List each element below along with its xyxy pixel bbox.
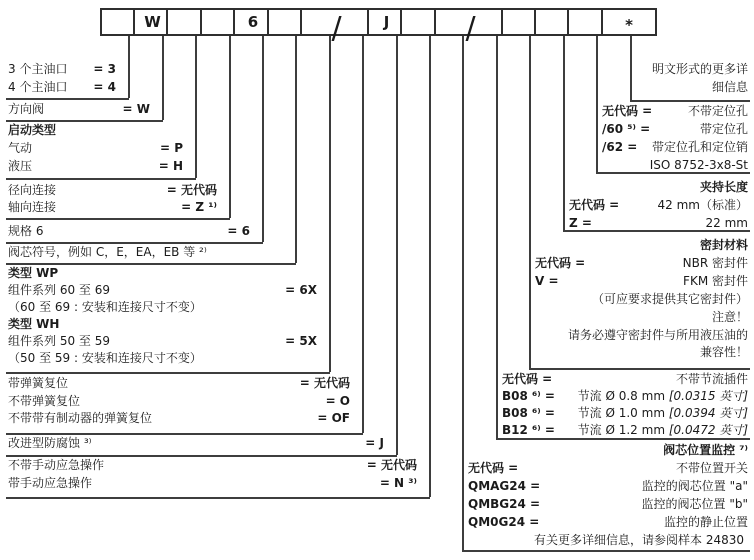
option-desc: 监控的阀芯位置 "b" bbox=[641, 497, 748, 511]
option-note bbox=[535, 328, 748, 343]
option-label: 规格 6 bbox=[8, 224, 44, 238]
group-rule bbox=[529, 368, 750, 370]
option-row bbox=[502, 372, 748, 387]
option-code: Z = bbox=[569, 216, 592, 230]
group-rule bbox=[6, 242, 263, 244]
group-rule bbox=[6, 120, 163, 122]
more-details-line bbox=[610, 62, 748, 77]
option-note bbox=[602, 158, 748, 173]
option-desc-italic: [0.0315 英寸] bbox=[668, 389, 748, 403]
option-note bbox=[8, 300, 317, 315]
group-rule bbox=[6, 497, 430, 499]
group-rule bbox=[6, 98, 129, 100]
option-code: = N ³⁾ bbox=[379, 476, 417, 490]
option-row bbox=[502, 406, 748, 421]
option-label: 不带带有制动器的弹簧复位 bbox=[8, 411, 153, 425]
drop-line bbox=[396, 36, 398, 455]
option-row bbox=[8, 476, 417, 491]
drop-line bbox=[128, 36, 130, 98]
option-row bbox=[8, 183, 217, 198]
option-note bbox=[535, 345, 748, 360]
section-header bbox=[533, 238, 748, 253]
drop-line bbox=[162, 36, 164, 120]
option-note bbox=[468, 533, 744, 548]
option-code: = J bbox=[365, 436, 384, 450]
option-label: 轴向连接 bbox=[8, 200, 57, 214]
option-code: B12 ⁶⁾ = bbox=[502, 423, 555, 437]
option-row bbox=[535, 274, 748, 289]
option-code: = 6X bbox=[285, 283, 317, 297]
group-rule bbox=[6, 372, 330, 374]
option-row bbox=[8, 411, 350, 426]
code-box-7-slash bbox=[300, 8, 373, 46]
option-row bbox=[502, 389, 748, 404]
section-header-label: 类型 WP bbox=[8, 266, 59, 280]
option-code: = W bbox=[122, 102, 150, 116]
option-desc-italic: [0.0394 英寸] bbox=[668, 406, 748, 420]
option-row bbox=[8, 141, 183, 156]
option-label: 方向阀 bbox=[8, 102, 45, 116]
group-rule bbox=[496, 438, 750, 440]
section-header bbox=[8, 266, 317, 281]
option-desc bbox=[578, 389, 748, 404]
option-code: QM0G24 = bbox=[468, 515, 540, 529]
option-code: = H bbox=[158, 159, 183, 173]
option-note-text: 注意！ bbox=[711, 310, 748, 324]
drop-line bbox=[563, 36, 565, 230]
group-rule bbox=[462, 550, 750, 552]
option-row bbox=[468, 515, 748, 530]
drop-line bbox=[262, 36, 264, 242]
drop-line bbox=[596, 36, 598, 172]
option-row bbox=[8, 458, 417, 473]
drop-line bbox=[195, 36, 197, 178]
option-row bbox=[602, 140, 748, 155]
option-code: = P bbox=[159, 141, 183, 155]
slash-glyph: / bbox=[465, 10, 476, 46]
option-code: 无代码 = bbox=[502, 372, 553, 386]
drop-line bbox=[529, 36, 531, 368]
option-row bbox=[535, 256, 748, 271]
option-row bbox=[468, 461, 748, 476]
section-header-label: 启动类型 bbox=[8, 123, 57, 137]
group-rule bbox=[6, 218, 230, 220]
option-label: 不带弹簧复位 bbox=[8, 394, 81, 408]
option-note-text: （可应要求提供其它密封件） bbox=[591, 292, 748, 306]
option-note-label: （60 至 69 : 安装和连接尺寸不变） bbox=[8, 300, 202, 314]
option-row bbox=[8, 102, 150, 117]
section-header bbox=[567, 180, 748, 195]
option-label: 带弹簧复位 bbox=[8, 376, 69, 390]
option-desc-text: 节流 Ø 0.8 mm bbox=[577, 389, 669, 403]
option-code: = O bbox=[325, 394, 350, 408]
option-code: /62 = bbox=[602, 140, 638, 154]
option-code: = 5X bbox=[285, 334, 317, 348]
option-row bbox=[8, 394, 350, 409]
option-desc: NBR 密封件 bbox=[682, 256, 748, 270]
section-header bbox=[8, 123, 183, 138]
option-row bbox=[8, 200, 217, 215]
code-box-10-slash bbox=[434, 8, 507, 46]
more-details-text: 明文形式的更多详 bbox=[651, 62, 748, 76]
section-header bbox=[8, 317, 317, 332]
option-label: 径向连接 bbox=[8, 183, 57, 197]
option-label: 气动 bbox=[8, 141, 33, 155]
option-label: 组件系列 50 至 59 bbox=[8, 334, 110, 348]
option-desc bbox=[676, 372, 748, 387]
option-code: = Z ¹⁾ bbox=[181, 200, 217, 214]
drop-line bbox=[229, 36, 231, 218]
option-row bbox=[468, 497, 748, 512]
option-note bbox=[535, 292, 748, 307]
more-details-text: 细信息 bbox=[711, 80, 748, 94]
option-code: 无代码 = bbox=[535, 256, 586, 270]
section-header-label: 密封材料 bbox=[699, 238, 748, 252]
option-row bbox=[8, 436, 384, 451]
code-box-value: J bbox=[383, 13, 390, 31]
option-code: V = bbox=[535, 274, 559, 288]
option-desc: 监控的阀芯位置 "a" bbox=[641, 479, 748, 493]
section-header-label: 阀芯位置监控 ⁷⁾ bbox=[663, 443, 748, 457]
option-label: 不带手动应急操作 bbox=[8, 458, 105, 472]
drop-line bbox=[462, 36, 464, 550]
option-note bbox=[535, 310, 748, 325]
option-desc: 带定位孔 bbox=[699, 122, 748, 136]
section-header-label: 类型 WH bbox=[8, 317, 60, 331]
option-row bbox=[502, 423, 748, 438]
option-note-text: 请务必遵守密封件与所用液压油的 bbox=[567, 328, 748, 342]
code-box-14-star bbox=[601, 8, 657, 36]
option-row bbox=[8, 224, 250, 239]
group-rule bbox=[6, 455, 397, 457]
option-row bbox=[468, 479, 748, 494]
asterisk-glyph: * bbox=[625, 16, 633, 34]
option-desc bbox=[578, 423, 748, 438]
option-code: B08 ⁶⁾ = bbox=[502, 389, 555, 403]
option-label: 阀芯符号，例如 C，E，EA，EB 等 ²⁾ bbox=[8, 245, 207, 259]
option-code: 无代码 = bbox=[569, 198, 620, 212]
option-label: 3 个主油口 bbox=[8, 62, 68, 76]
option-row bbox=[602, 122, 748, 137]
option-code: = 3 bbox=[93, 62, 116, 76]
option-desc bbox=[578, 406, 748, 421]
group-rule bbox=[630, 100, 750, 102]
option-desc-italic: [0.0472 英寸] bbox=[668, 423, 748, 437]
option-label: 液压 bbox=[8, 159, 33, 173]
option-row bbox=[602, 104, 748, 119]
code-box-value: 6 bbox=[247, 13, 259, 31]
option-row bbox=[569, 216, 748, 231]
slash-glyph: / bbox=[331, 10, 342, 46]
more-details-line bbox=[610, 80, 748, 95]
option-code: 无代码 = bbox=[468, 461, 519, 475]
group-rule bbox=[6, 433, 363, 435]
option-desc: 监控的静止位置 bbox=[663, 515, 748, 529]
option-desc: 带定位孔和定位销 bbox=[651, 140, 748, 154]
section-header-label: 夹持长度 bbox=[699, 180, 748, 194]
option-note bbox=[8, 351, 317, 366]
option-code: = 无代码 bbox=[299, 376, 350, 390]
option-code: B08 ⁶⁾ = bbox=[502, 406, 555, 420]
drop-line bbox=[429, 36, 431, 497]
option-code: = 无代码 bbox=[366, 458, 417, 472]
drop-line bbox=[329, 36, 331, 372]
option-code: 无代码 = bbox=[602, 104, 653, 118]
option-row bbox=[8, 283, 317, 298]
option-code: = 6 bbox=[227, 224, 250, 238]
option-label: 4 个主油口 bbox=[8, 80, 68, 94]
option-note-text: 有关更多详细信息，请参阅样本 24830 bbox=[534, 533, 744, 547]
option-row bbox=[569, 198, 748, 213]
option-label: 组件系列 60 至 69 bbox=[8, 283, 110, 297]
option-desc-text: 节流 Ø 1.0 mm bbox=[577, 406, 669, 420]
option-row bbox=[8, 376, 350, 391]
code-box-value: W bbox=[144, 13, 161, 31]
option-code: = OF bbox=[317, 411, 350, 425]
drop-line bbox=[295, 36, 297, 263]
option-row bbox=[8, 245, 288, 260]
option-row bbox=[8, 159, 183, 174]
option-note-text: ISO 8752-3x8-St bbox=[649, 158, 748, 172]
option-desc: 不带位置开关 bbox=[675, 461, 748, 475]
option-desc: 42 mm（标准） bbox=[657, 198, 748, 212]
option-label: 带手动应急操作 bbox=[8, 476, 93, 490]
option-code: = 4 bbox=[93, 80, 116, 94]
group-rule bbox=[6, 263, 296, 265]
drop-line bbox=[362, 36, 364, 433]
option-desc: FKM 密封件 bbox=[683, 274, 748, 288]
option-row bbox=[8, 334, 317, 349]
group-rule bbox=[6, 178, 196, 180]
option-note-label: （50 至 59 : 安装和连接尺寸不变） bbox=[8, 351, 202, 365]
option-code: /60 ⁵⁾ = bbox=[602, 122, 651, 136]
section-header bbox=[466, 443, 748, 458]
option-code: QMAG24 = bbox=[468, 479, 541, 493]
option-code: QMBG24 = bbox=[468, 497, 541, 511]
option-desc: 不带定位孔 bbox=[687, 104, 748, 118]
option-desc: 22 mm bbox=[705, 216, 748, 230]
option-row bbox=[8, 80, 116, 95]
option-row bbox=[8, 62, 116, 77]
option-code: = 无代码 bbox=[166, 183, 217, 197]
option-desc-text: 节流 Ø 1.2 mm bbox=[577, 423, 669, 437]
option-desc-text: 不带节流插件 bbox=[675, 372, 748, 386]
drop-line bbox=[496, 36, 498, 438]
option-note-text: 兼容性！ bbox=[699, 345, 748, 359]
option-label: 改进型防腐蚀 ³⁾ bbox=[8, 436, 92, 450]
